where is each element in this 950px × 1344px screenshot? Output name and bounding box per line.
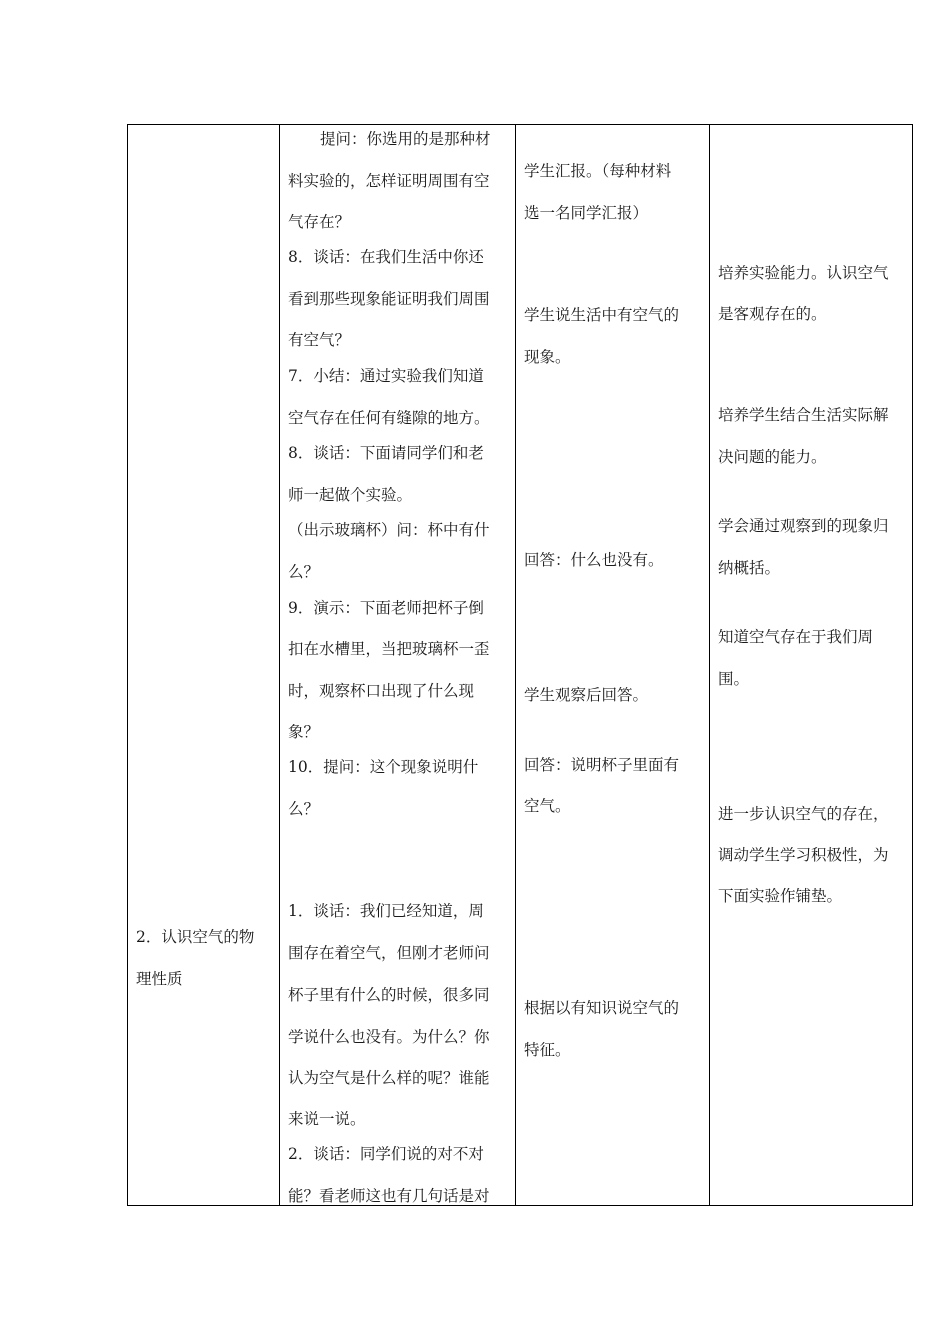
student-text-line: 学生观察后回答。 xyxy=(524,686,649,704)
teacher-text-line: 气存在？ xyxy=(288,213,351,231)
student-text-line: 特征。 xyxy=(524,1041,571,1059)
teacher-text-line: 8．谈话：在我们生活中你还 xyxy=(288,248,484,266)
intent-text-line: 决问题的能力。 xyxy=(718,448,827,466)
teacher-text-line: 杯子里有什么的时候，很多同 xyxy=(288,986,490,1004)
student-text-line: 学生说生活中有空气的 xyxy=(524,306,680,324)
student-text-line: 根据以有知识说空气的 xyxy=(524,999,680,1017)
student-activity-column xyxy=(516,125,709,1205)
teacher-text-line: （出示玻璃杯）问：杯中有什 xyxy=(288,521,490,539)
teacher-text-line: 1．谈话：我们已经知道，周 xyxy=(288,902,484,920)
teacher-text-line: 9．演示：下面老师把杯子倒 xyxy=(288,599,484,617)
student-text-line: 学生汇报。（每种材料 xyxy=(524,162,672,180)
student-text-line: 空气。 xyxy=(524,797,571,815)
intent-text-line: 是客观存在的。 xyxy=(718,305,827,323)
student-text-line: 回答：什么也没有。 xyxy=(524,551,664,569)
intent-text-line: 培养实验能力。认识空气 xyxy=(718,264,889,282)
teacher-text-line: 能？看老师这也有几句话是对 xyxy=(288,1187,490,1205)
teacher-text-line: 来说一说。 xyxy=(288,1110,366,1128)
intent-text-line: 知道空气存在于我们周 xyxy=(718,628,874,646)
teacher-text-line: 扣在水槽里，当把玻璃杯一歪 xyxy=(288,640,490,658)
teacher-text-line: 10．提问：这个现象说明什 xyxy=(288,758,479,776)
intent-text-line: 下面实验作铺垫。 xyxy=(718,887,843,905)
teacher-text-line: 时，观察杯口出现了什么现 xyxy=(288,682,475,700)
lesson-plan-table xyxy=(127,124,913,1206)
teacher-text-line: 提问：你选用的是那种材 xyxy=(320,130,491,148)
intent-text-line: 围。 xyxy=(718,670,750,688)
teacher-text-line: 7．小结：通过实验我们知道 xyxy=(288,367,484,385)
teacher-text-line: 学说什么也没有。为什么？你 xyxy=(288,1028,490,1046)
intent-text-line: 培养学生结合生活实际解 xyxy=(718,406,889,424)
teacher-text-line: 看到那些现象能证明我们周围 xyxy=(288,290,490,308)
student-text-line: 现象。 xyxy=(524,348,571,366)
section-title-line: 2．认识空气的物 xyxy=(136,928,255,946)
intent-text-line: 学会通过观察到的现象归 xyxy=(718,517,889,535)
teacher-text-line: 料实验的，怎样证明周围有空 xyxy=(288,172,490,190)
teacher-text-line: 有空气？ xyxy=(288,331,351,349)
section-column xyxy=(128,125,279,1205)
teacher-text-line: 师一起做个实验。 xyxy=(288,486,413,504)
teacher-text-line: 么？ xyxy=(288,800,320,818)
intent-text-line: 进一步认识空气的存在， xyxy=(718,805,889,823)
student-text-line: 选一名同学汇报） xyxy=(524,204,649,222)
teacher-text-line: 围存在着空气，但刚才老师问 xyxy=(288,944,490,962)
student-text-line: 回答：说明杯子里面有 xyxy=(524,756,680,774)
intent-text-line: 纳概括。 xyxy=(718,559,781,577)
design-intent-column xyxy=(710,125,912,1205)
teacher-text-line: 2．谈话：同学们说的对不对 xyxy=(288,1145,484,1163)
teacher-text-line: 空气存在任何有缝隙的地方。 xyxy=(288,409,490,427)
intent-text-line: 调动学生学习积极性，为 xyxy=(718,846,889,864)
teacher-text-line: 象？ xyxy=(288,723,320,741)
teacher-activity-column xyxy=(280,125,515,1205)
teacher-text-line: 8．谈话：下面请同学们和老 xyxy=(288,444,484,462)
section-title-line: 理性质 xyxy=(136,970,183,988)
teacher-text-line: 认为空气是什么样的呢？谁能 xyxy=(288,1069,490,1087)
teacher-text-line: 么？ xyxy=(288,563,320,581)
